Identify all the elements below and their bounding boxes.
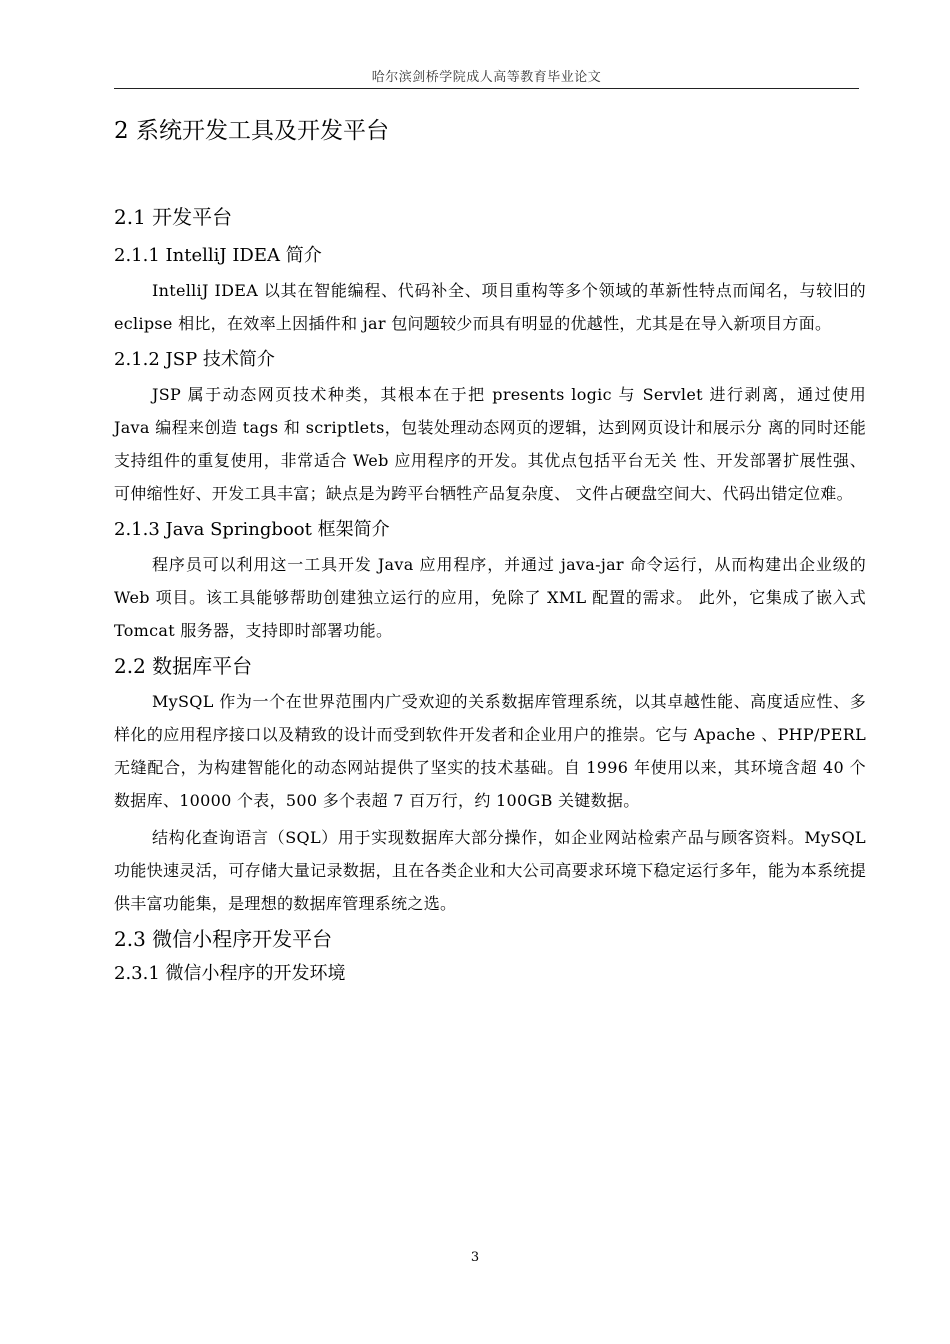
section-2-3-1-title: 2.3.1 微信小程序的开发环境 (114, 963, 346, 984)
section-2-2-title: 2.2 数据库平台 (114, 654, 253, 678)
section-2-1-1-paragraph: IntelliJ IDEA 以其在智能编程、代码补全、项目重构等多个领域的革新性特点而闻名，与较旧的 eclipse 相比，在效率上因插件和 jar 包问题较少而具有明显的优越性，尤其是在导入新项目方面。 (114, 281, 866, 333)
chapter-title: 2 系统开发工具及开发平台 (114, 118, 389, 144)
page-body (114, 110, 866, 988)
section-2-1-1-title: 2.1.1 IntelliJ IDEA 简介 (114, 245, 322, 266)
running-header: 哈尔滨剑桥学院成人高等教育毕业论文 (371, 70, 602, 85)
section-2-2-paragraph-2: 结构化查询语言（SQL）用于实现数据库大部分操作，如企业网站检索产品与顾客资料。MySQL 功能快速灵活，可存储大量记录数据，且在各类企业和大公司高要求环境下稳定运行多年，能为本系统提供丰富功能集，是理想的数据库管理系统之选。 (114, 828, 866, 913)
section-2-2-paragraph-1: MySQL 作为一个在世界范围内广受欢迎的关系数据库管理系统，以其卓越性能、高度适应性、多样化的应用程序接口以及精致的设计而受到软件开发者和企业用户的推崇。它与 Apache 、PHP/PERL 无缝配合，为构建智能化的动态网站提供了坚实的技术基础。自 1996 年使用以来，其环境含超 40 个数据库、10000 个表，500 多个表超 7 百万行，约 100GB 关键数据。 (114, 692, 866, 810)
section-2-1-2-paragraph: JSP 属于动态网页技术种类，其根本在于把 presents logic 与 Servlet 进行剥离，通过使用 Java 编程来创造 tags 和 scriptlets，包装处理动态网页的逻辑，达到网页设计和展示分 离的同时还能支持组件的重复使用，非常适合 Web 应用程序的开发。其优点包括平台无关 性、开发部署扩展性强、可伸缩性好、开发工具丰富；缺点是为跨平台牺牲产品复杂度、 文件占硬盘空间大、代码出错定位难。 (114, 385, 866, 503)
page-number: 3 (470, 1250, 480, 1265)
section-2-1-title: 2.1 开发平台 (114, 205, 233, 229)
section-2-1-2-title: 2.1.2 JSP 技术简介 (114, 349, 275, 370)
section-2-1-3-title: 2.1.3 Java Springboot 框架简介 (114, 519, 390, 540)
section-2-3-title: 2.3 微信小程序开发平台 (114, 927, 333, 951)
section-2-1-3-paragraph: 程序员可以利用这一工具开发 Java 应用程序，并通过 java-jar 命令运行，从而构建出企业级的 Web 项目。该工具能够帮助创建独立运行的应用，免除了 XML 配置的需求。 此外，它集成了嵌入式 Tomcat 服务器，支持即时部署功能。 (114, 555, 866, 640)
header-rule (114, 88, 859, 89)
